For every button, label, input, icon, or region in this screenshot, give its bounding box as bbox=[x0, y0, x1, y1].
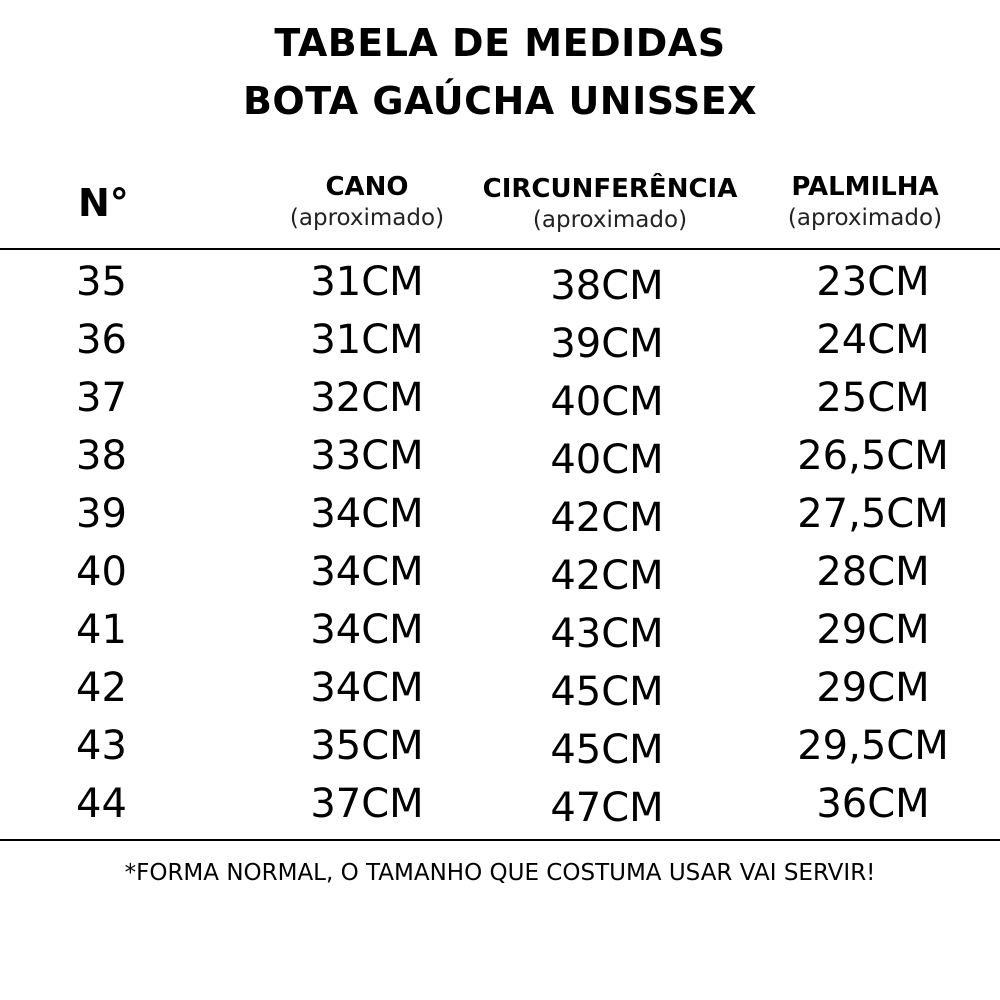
cell-size: 35 bbox=[76, 259, 127, 305]
footer-divider bbox=[0, 839, 1000, 841]
cell-circunferencia: 47CM bbox=[550, 785, 664, 831]
cell-palmilha: 29CM bbox=[816, 665, 930, 711]
table-row bbox=[0, 374, 1000, 432]
cell-circunferencia: 40CM bbox=[550, 437, 664, 483]
cell-palmilha: 29,5CM bbox=[797, 723, 949, 769]
cell-size: 36 bbox=[76, 317, 127, 363]
cell-size: 42 bbox=[76, 665, 127, 711]
column-header-circunferencia-label: CIRCUNFERÊNCIA bbox=[482, 174, 738, 204]
table-row bbox=[0, 490, 1000, 548]
page-title: TABELA DE MEDIDAS bbox=[274, 21, 726, 65]
size-table-body bbox=[0, 258, 1000, 838]
table-row bbox=[0, 780, 1000, 838]
table-row bbox=[0, 548, 1000, 606]
cell-circunferencia: 38CM bbox=[550, 263, 664, 309]
header-divider bbox=[0, 248, 1000, 250]
cell-size: 38 bbox=[76, 433, 127, 479]
cell-palmilha: 36CM bbox=[816, 781, 930, 827]
column-header-cano-label: CANO bbox=[325, 172, 409, 202]
cell-cano: 31CM bbox=[310, 317, 424, 363]
column-header-palmilha-note: (aproximado) bbox=[787, 205, 943, 231]
cell-palmilha: 26,5CM bbox=[797, 433, 949, 479]
cell-size: 41 bbox=[76, 607, 127, 653]
cell-size: 37 bbox=[76, 375, 127, 421]
cell-circunferencia: 39CM bbox=[550, 321, 664, 367]
cell-cano: 35CM bbox=[310, 723, 424, 769]
table-row bbox=[0, 432, 1000, 490]
cell-palmilha: 24CM bbox=[816, 317, 930, 363]
cell-size: 39 bbox=[76, 491, 127, 537]
cell-cano: 31CM bbox=[310, 259, 424, 305]
page-subtitle: BOTA GAÚCHA UNISSEX bbox=[242, 79, 758, 123]
cell-palmilha: 25CM bbox=[816, 375, 930, 421]
table-row bbox=[0, 664, 1000, 722]
cell-circunferencia: 43CM bbox=[550, 611, 664, 657]
cell-circunferencia: 45CM bbox=[550, 727, 664, 773]
footnote: *FORMA NORMAL, O TAMANHO QUE COSTUMA USAR VAI SERVIR! bbox=[124, 860, 876, 886]
cell-cano: 34CM bbox=[310, 607, 424, 653]
column-header-cano bbox=[267, 174, 467, 230]
cell-circunferencia: 45CM bbox=[550, 669, 664, 715]
column-header-palmilha bbox=[765, 174, 965, 230]
cell-size: 40 bbox=[76, 549, 127, 595]
cell-cano: 32CM bbox=[310, 375, 424, 421]
table-row bbox=[0, 258, 1000, 316]
cell-palmilha: 28CM bbox=[816, 549, 930, 595]
cell-cano: 34CM bbox=[310, 549, 424, 595]
table-row bbox=[0, 316, 1000, 374]
table-row bbox=[0, 606, 1000, 664]
column-header-circunferencia-note: (aproximado) bbox=[532, 207, 688, 233]
column-header-cano-note: (aproximado) bbox=[289, 205, 445, 231]
cell-size: 43 bbox=[76, 723, 127, 769]
cell-cano: 37CM bbox=[310, 781, 424, 827]
cell-circunferencia: 42CM bbox=[550, 553, 664, 599]
cell-palmilha: 29CM bbox=[816, 607, 930, 653]
cell-circunferencia: 40CM bbox=[550, 379, 664, 425]
column-header-palmilha-label: PALMILHA bbox=[791, 172, 939, 202]
cell-circunferencia: 42CM bbox=[550, 495, 664, 541]
cell-cano: 34CM bbox=[310, 665, 424, 711]
cell-cano: 34CM bbox=[310, 491, 424, 537]
column-header-circunferencia bbox=[470, 176, 750, 232]
cell-palmilha: 23CM bbox=[816, 259, 930, 305]
cell-palmilha: 27,5CM bbox=[797, 491, 949, 537]
column-header-number: N° bbox=[78, 181, 129, 225]
table-row bbox=[0, 722, 1000, 780]
cell-size: 44 bbox=[76, 781, 127, 827]
cell-cano: 33CM bbox=[310, 433, 424, 479]
